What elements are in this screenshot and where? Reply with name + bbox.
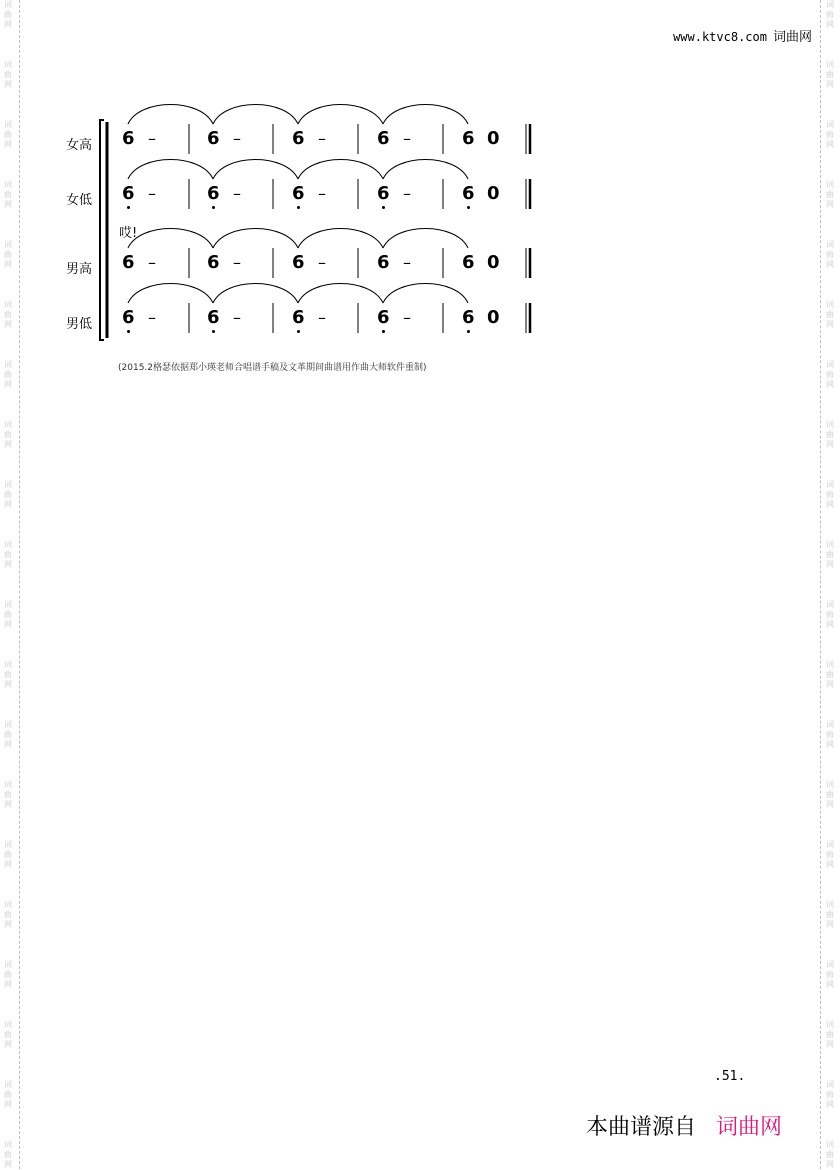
watermark-char: 词 [4, 660, 12, 669]
watermark-char: 词 [4, 1140, 12, 1149]
watermark-char: 曲 [826, 490, 834, 499]
watermark-mark [1, 480, 15, 510]
footer-brand[interactable]: 词曲网 [716, 1115, 783, 1140]
watermark-char: 网 [826, 140, 834, 149]
watermark-mark [1, 720, 15, 750]
watermark-mark [823, 600, 837, 630]
watermark-mark [1, 780, 15, 810]
watermark-char: 词 [4, 720, 12, 729]
watermark-char: 曲 [826, 670, 834, 679]
note-six: 6 [377, 252, 390, 273]
watermark-char: 曲 [4, 1150, 12, 1159]
watermark-char: 词 [826, 0, 834, 9]
watermark-char: 词 [826, 480, 834, 489]
watermark-char: 词 [4, 960, 12, 969]
watermark-char: 网 [4, 200, 12, 209]
rest-zero: 0 [487, 252, 500, 273]
watermark-mark [1, 960, 15, 990]
watermark-char: 词 [826, 600, 834, 609]
watermark-mark [1, 660, 15, 690]
watermark-char: 词 [826, 840, 834, 849]
watermark-char: 网 [4, 80, 12, 89]
tie-arc [298, 284, 383, 304]
watermark-mark [823, 480, 837, 510]
note-six: 6 [377, 128, 390, 149]
watermark-char: 网 [4, 1160, 12, 1169]
watermark-char: 网 [4, 800, 12, 809]
watermark-char: 词 [4, 1080, 12, 1089]
note-six: 6 [462, 252, 475, 273]
watermark-char: 曲 [826, 430, 834, 439]
watermark-char: 曲 [4, 370, 12, 379]
low-octave-dot [212, 206, 215, 209]
tie-arc [128, 160, 213, 180]
watermark-char: 曲 [826, 70, 834, 79]
note-six: 6 [377, 183, 390, 204]
watermark-mark [1, 900, 15, 930]
watermark-char: 词 [826, 120, 834, 129]
page-number: .51. [714, 1069, 746, 1084]
watermark-mark [823, 900, 837, 930]
low-octave-dot [127, 206, 130, 209]
watermark-char: 词 [4, 900, 12, 909]
low-octave-dot [297, 206, 300, 209]
watermark-char: 曲 [4, 1030, 12, 1039]
duration-dash: – [403, 308, 411, 327]
watermark-char: 词 [4, 300, 12, 309]
watermark-char: 网 [4, 920, 12, 929]
site-url[interactable]: www.ktvc8.com [673, 30, 767, 44]
watermark-char: 词 [826, 240, 834, 249]
watermark-mark [823, 1020, 837, 1050]
note-six: 6 [207, 307, 220, 328]
watermark-char: 词 [4, 840, 12, 849]
note-six: 6 [462, 128, 475, 149]
rest-zero: 0 [487, 307, 500, 328]
duration-dash: – [148, 253, 156, 272]
duration-dash: – [148, 129, 156, 148]
watermark-mark [1, 420, 15, 450]
watermark-char: 网 [826, 380, 834, 389]
duration-dash: – [318, 184, 326, 203]
rest-zero: 0 [487, 183, 500, 204]
watermark-char: 网 [4, 1040, 12, 1049]
watermark-char: 网 [4, 500, 12, 509]
watermark-char: 网 [826, 260, 834, 269]
watermark-char: 网 [4, 680, 12, 689]
watermark-char: 词 [4, 480, 12, 489]
watermark-char: 词 [826, 660, 834, 669]
watermark-mark [1, 1140, 15, 1170]
tie-arc [213, 229, 298, 249]
watermark-char: 词 [826, 300, 834, 309]
tie-arc [383, 105, 468, 125]
watermark-char: 网 [826, 1100, 834, 1109]
watermark-char: 曲 [826, 1090, 834, 1099]
watermark-char: 网 [826, 80, 834, 89]
watermark-char: 曲 [4, 910, 12, 919]
tie-arc [298, 160, 383, 180]
note-six: 6 [292, 252, 305, 273]
watermark-char: 网 [826, 860, 834, 869]
duration-dash: – [148, 308, 156, 327]
watermark-char: 词 [826, 900, 834, 909]
note-six: 6 [462, 183, 475, 204]
watermark-char: 曲 [4, 790, 12, 799]
watermark-char: 词 [4, 240, 12, 249]
watermark-char: 曲 [826, 790, 834, 799]
duration-dash: – [148, 184, 156, 203]
watermark-char: 曲 [826, 850, 834, 859]
duration-dash: – [318, 253, 326, 272]
watermark-char: 曲 [4, 850, 12, 859]
part-label: 男低 [66, 317, 93, 332]
watermark-char: 词 [826, 780, 834, 789]
watermark-char: 词 [4, 0, 12, 9]
watermark-char: 网 [826, 980, 834, 989]
note-six: 6 [207, 128, 220, 149]
watermark-char: 曲 [4, 310, 12, 319]
low-octave-dot [127, 330, 130, 333]
watermark-char: 网 [826, 740, 834, 749]
watermark-char: 网 [826, 920, 834, 929]
watermark-char: 网 [4, 320, 12, 329]
watermark-char: 词 [826, 1020, 834, 1029]
watermark-mark [823, 540, 837, 570]
watermark-char: 网 [826, 560, 834, 569]
watermark-mark [1, 840, 15, 870]
watermark-char: 曲 [826, 190, 834, 199]
duration-dash: – [233, 184, 241, 203]
tie-arc [383, 229, 468, 249]
tie-arc [383, 284, 468, 304]
watermark-char: 曲 [826, 10, 834, 19]
tie-arc [128, 284, 213, 304]
choral-score [0, 0, 840, 400]
low-octave-dot [467, 330, 470, 333]
watermark-char: 网 [826, 800, 834, 809]
low-octave-dot [297, 330, 300, 333]
watermark-char: 网 [4, 1100, 12, 1109]
watermark-char: 词 [4, 780, 12, 789]
part-label: 女低 [66, 193, 93, 208]
duration-dash: – [318, 129, 326, 148]
watermark-char: 词 [826, 1140, 834, 1149]
watermark-char: 网 [826, 620, 834, 629]
watermark-mark [823, 660, 837, 690]
watermark-char: 网 [826, 1040, 834, 1049]
note-six: 6 [377, 307, 390, 328]
watermark-char: 曲 [826, 370, 834, 379]
watermark-char: 词 [4, 540, 12, 549]
watermark-char: 网 [4, 140, 12, 149]
duration-dash: – [233, 253, 241, 272]
duration-dash: – [403, 129, 411, 148]
footer-source-label: 本曲谱源自 [586, 1115, 697, 1140]
watermark-char: 曲 [4, 250, 12, 259]
watermark-mark [1, 540, 15, 570]
low-octave-dot [212, 330, 215, 333]
watermark-mark [1, 600, 15, 630]
watermark-char: 网 [826, 680, 834, 689]
watermark-char: 曲 [4, 730, 12, 739]
watermark-char: 曲 [4, 490, 12, 499]
tie-arc [298, 105, 383, 125]
watermark-mark [1, 1020, 15, 1050]
watermark-mark [823, 780, 837, 810]
low-octave-dot [382, 330, 385, 333]
watermark-char: 曲 [4, 610, 12, 619]
watermark-char: 曲 [4, 670, 12, 679]
watermark-char: 曲 [4, 130, 12, 139]
note-six: 6 [462, 307, 475, 328]
watermark-char: 曲 [826, 250, 834, 259]
watermark-char: 词 [4, 600, 12, 609]
watermark-char: 曲 [4, 70, 12, 79]
watermark-char: 词 [826, 1080, 834, 1089]
arrangement-credit: (2015.2格瑟依据郑小瑛老师合唱谱手稿及文革期间曲谱用作曲大师软件重制) [118, 363, 427, 373]
tie-arc [213, 160, 298, 180]
watermark-char: 词 [4, 60, 12, 69]
watermark-char: 曲 [826, 970, 834, 979]
watermark-char: 词 [4, 180, 12, 189]
watermark-char: 词 [4, 1020, 12, 1029]
watermark-char: 曲 [4, 190, 12, 199]
watermark-char: 网 [826, 20, 834, 29]
watermark-char: 词 [826, 420, 834, 429]
part-label: 男高 [66, 262, 93, 277]
watermark-char: 网 [826, 320, 834, 329]
watermark-char: 曲 [4, 550, 12, 559]
watermark-char: 网 [826, 200, 834, 209]
note-six: 6 [292, 307, 305, 328]
watermark-char: 词 [826, 180, 834, 189]
low-octave-dot [467, 206, 470, 209]
watermark-mark [823, 840, 837, 870]
watermark-mark [823, 1140, 837, 1170]
watermark-mark [823, 720, 837, 750]
note-six: 6 [292, 128, 305, 149]
watermark-char: 词 [826, 960, 834, 969]
interjection-text: 哎! [119, 226, 138, 241]
tie-arc [298, 229, 383, 249]
watermark-char: 词 [826, 360, 834, 369]
watermark-char: 网 [4, 740, 12, 749]
note-six: 6 [122, 252, 135, 273]
tie-arc [128, 105, 213, 125]
watermark-mark [823, 420, 837, 450]
watermark-char: 网 [826, 1160, 834, 1169]
watermark-char: 网 [826, 500, 834, 509]
tie-arc [213, 284, 298, 304]
watermark-char: 网 [4, 260, 12, 269]
watermark-char: 网 [4, 980, 12, 989]
note-six: 6 [122, 128, 135, 149]
watermark-mark [1, 1080, 15, 1110]
watermark-char: 曲 [4, 430, 12, 439]
watermark-char: 网 [4, 620, 12, 629]
watermark-char: 曲 [826, 1030, 834, 1039]
source-footer [586, 1110, 782, 1141]
watermark-char: 网 [4, 440, 12, 449]
watermark-char: 词 [4, 120, 12, 129]
note-six: 6 [292, 183, 305, 204]
watermark-mark [823, 1080, 837, 1110]
watermark-char: 网 [4, 380, 12, 389]
watermark-char: 曲 [4, 970, 12, 979]
tie-arc [213, 105, 298, 125]
watermark-char: 网 [826, 440, 834, 449]
rest-zero: 0 [487, 128, 500, 149]
note-six: 6 [122, 183, 135, 204]
watermark-char: 词 [4, 360, 12, 369]
duration-dash: – [318, 308, 326, 327]
tie-arc [383, 160, 468, 180]
watermark-char: 曲 [826, 310, 834, 319]
duration-dash: – [403, 184, 411, 203]
watermark-char: 网 [4, 560, 12, 569]
watermark-char: 网 [4, 20, 12, 29]
watermark-char: 曲 [4, 10, 12, 19]
note-six: 6 [207, 183, 220, 204]
watermark-char: 曲 [826, 730, 834, 739]
watermark-char: 曲 [826, 1150, 834, 1159]
watermark-char: 曲 [4, 1090, 12, 1099]
system-bracket [100, 120, 104, 340]
watermark-char: 词 [826, 720, 834, 729]
watermark-char: 曲 [826, 610, 834, 619]
note-six: 6 [207, 252, 220, 273]
watermark-char: 词 [4, 420, 12, 429]
tie-arc [128, 229, 213, 249]
watermark-char: 词 [826, 60, 834, 69]
site-name: 词曲网 [772, 30, 812, 45]
low-octave-dot [382, 206, 385, 209]
duration-dash: – [233, 129, 241, 148]
watermark-char: 网 [4, 860, 12, 869]
duration-dash: – [403, 253, 411, 272]
watermark-char: 词 [826, 540, 834, 549]
part-label: 女高 [66, 138, 93, 153]
note-six: 6 [122, 307, 135, 328]
watermark-mark [823, 960, 837, 990]
watermark-char: 曲 [826, 550, 834, 559]
watermark-char: 曲 [826, 130, 834, 139]
watermark-char: 曲 [826, 910, 834, 919]
duration-dash: – [233, 308, 241, 327]
